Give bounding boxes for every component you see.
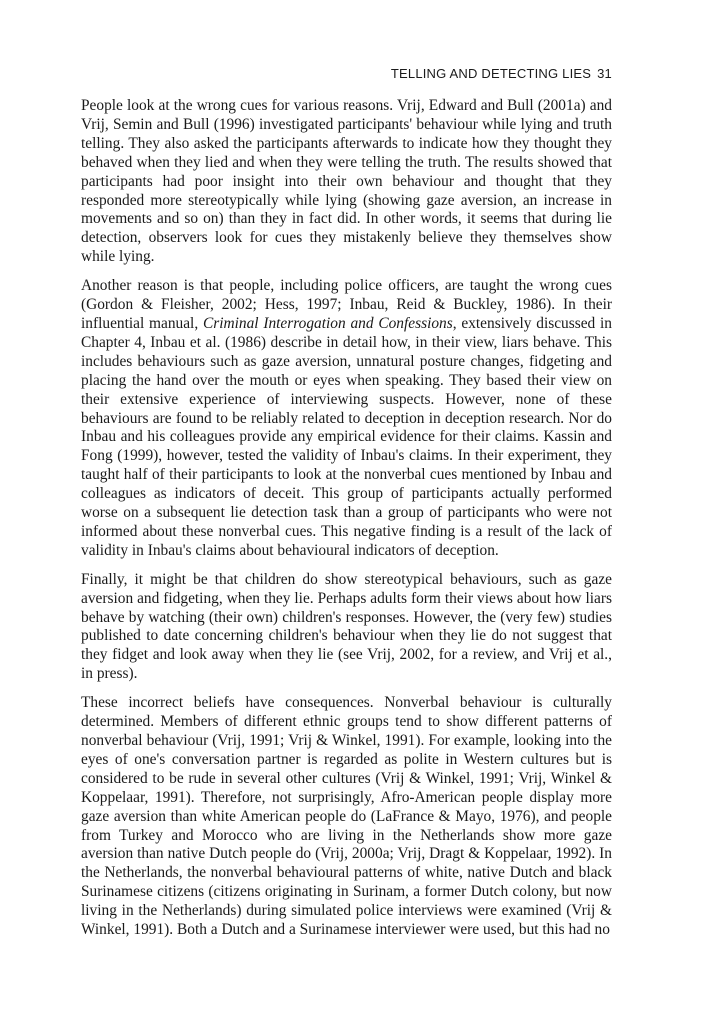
paragraph-wrong-cues: People look at the wrong cues for various reasons. Vrij, Edward and Bull (2001a) and Vrij, Semin and Bull (1996) investigated participants' behaviour while lying and truth telling. They also asked the participants afterwards to indicate how they thought they behaved when they lied and when they were telling the truth. The results showed that participants had poor insight into their own behaviour and thought that they responded more stereotypically while lying (showing gaze aversion, an increase in movements and so on) than they in fact did. In other words, it seems that during lie detection, observers look for cues they mistakenly believe they themselves show while lying. xyxy=(81,97,612,266)
paragraph-taught-wrong-cues xyxy=(81,277,612,561)
paragraph-text-after: , extensively discussed in Chapter 4, Inbau et al. (1986) describe in detail how, in their view, liars behave. This includes behaviours such as gaze aversion, unnatural posture changes, fidgeting and placing the hand over the mouth or eyes when speaking. They based their view on their extensive experience of interviewing suspects. However, none of these behaviours are found to be reliably related to deception in deception research. Nor do Inbau and his colleagues provide any empirical evidence for their claims. Kassin and Fong (1999), however, tested the validity of Inbau's claims. In their experiment, they taught half of their participants to look at the nonverbal cues mentioned by Inbau and colleagues as indicators of deceit. This group of participants actually performed worse on a subsequent lie detection task than a group of participants who were not informed about these nonverbal cues. This negative finding is a result of the lack of validity in Inbau's claims about behavioural indicators of deception. xyxy=(81,314,612,559)
paragraph-text-before: Another reason is that people, including police officers, are taught the wrong cues (Gordon & Fleisher, 2002; Hess, 1997; Inbau, Reid & Buckley, 1986). In their influential manual, xyxy=(81,277,612,332)
running-title: TELLING AND DETECTING LIES xyxy=(390,66,592,81)
book-title: Criminal Interrogation and Confessions xyxy=(202,314,453,332)
paragraph-children-behaviour: Finally, it might be that children do show stereotypical behaviours, such as gaze aversion and fidgeting, when they lie. Perhaps adults form their views about how liars behave by watching (their own) children's responses. However, the (very few) studies published to date concerning children's behaviour when they lie do not suggest that they fidget and look away when they lie (see Vrij, 2002, for a review, and Vrij et al., in press). xyxy=(81,570,612,683)
body-text xyxy=(81,97,612,950)
paragraph-incorrect-beliefs: These incorrect beliefs have consequences. Nonverbal behaviour is culturally determined. Members of different ethnic groups tend to show different patterns of nonverbal behaviour (Vrij, 1991; Vrij & Winkel, 1991). For example, looking into the eyes of one's conversation partner is regarded as polite in Western cultures but is considered to be rude in several other cultures (Vrij & Winkel, 1991; Vrij, Winkel & Koppelaar, 1991). Therefore, not surprisingly, Afro-American people display more gaze aversion than white American people do (LaFrance & Mayo, 1976), and people from Turkey and Morocco who are living in the Netherlands show more gaze aversion than native Dutch people do (Vrij, 2000a; Vrij, Dragt & Koppelaar, 1992). In the Netherlands, the nonverbal behavioural patterns of white, native Dutch and black Surinamese citizens (citizens originating in Surinam, a former Dutch colony, but now living in the Netherlands) during simulated police interviews were examined (Vrij & Winkel, 1991). Both a Dutch and a Surinamese interviewer were used, but this had no xyxy=(81,694,612,939)
page-number: 31 xyxy=(597,66,612,81)
running-header xyxy=(81,66,612,82)
